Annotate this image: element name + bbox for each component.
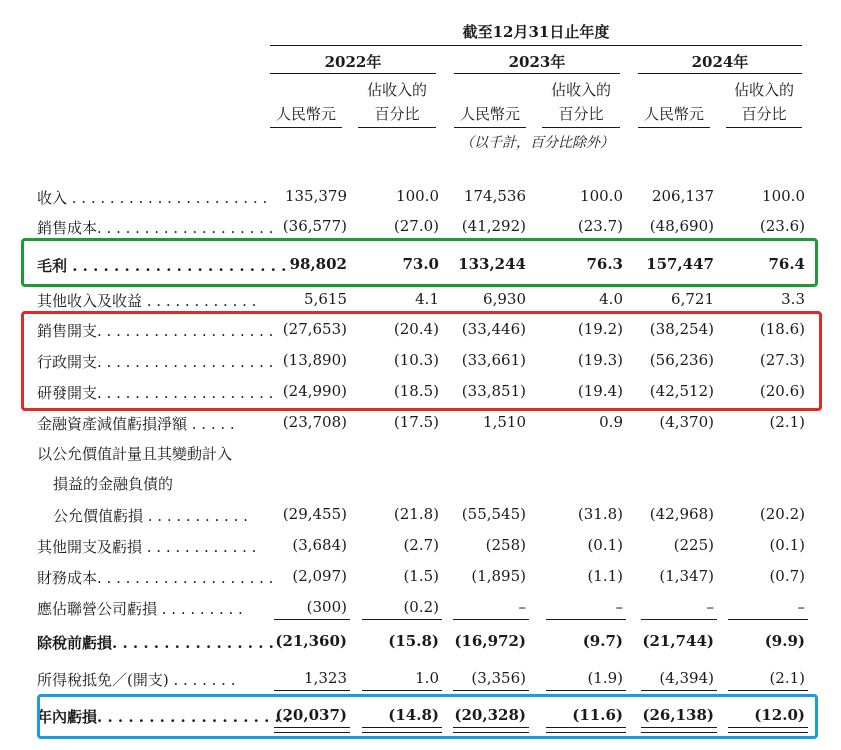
impairment-row: [0, 410, 841, 436]
income-tax-row: [0, 666, 841, 692]
cell-rmb-2023: 6,930: [483, 290, 526, 308]
col-pct-2023-line1: 佔收入的: [550, 81, 611, 99]
cell-rmb-2023: 133,244: [458, 255, 526, 273]
cell-pct-2024: (27.3): [759, 351, 805, 369]
cost-of-sales-row: [0, 214, 841, 240]
cell-pct-2023: (1.1): [587, 567, 623, 585]
year-2024-rule: [638, 73, 802, 74]
year-2022-rule: [270, 73, 436, 74]
cell-pct-2023: –: [615, 598, 623, 616]
cell-rmb-2023: (20,328): [454, 706, 526, 724]
underline: [728, 619, 808, 620]
cell-rmb-2024: (26,138): [642, 706, 714, 724]
col-rule-5: [638, 127, 710, 128]
col-rule-4: [542, 127, 620, 128]
cell-pct-2023: (19.3): [577, 351, 623, 369]
cell-pct-2024: 76.4: [768, 255, 805, 273]
cell-rmb-2024: 157,447: [646, 255, 714, 273]
cell-rmb-2024: (4,370): [659, 413, 714, 431]
cell-pct-2022: (0.2): [403, 598, 439, 616]
col-pct-2024-line1: 佔收入的: [733, 81, 794, 99]
cell-pct-2022: (14.8): [388, 706, 439, 724]
cell-rmb-2022: (23,708): [282, 413, 347, 431]
underline: [546, 619, 626, 620]
cell-pct-2022: 4.1: [415, 290, 439, 308]
cell-rmb-2022: 5,615: [304, 290, 347, 308]
cell-pct-2022: (21.8): [393, 505, 439, 523]
row-label: 除稅前虧損. . . . . . . . . . . . . . . .: [37, 634, 274, 652]
cell-rmb-2023: 174,536: [463, 187, 526, 205]
cell-pct-2023: 0.9: [599, 413, 623, 431]
row-label: 以公允價值計量且其變動計入: [37, 445, 233, 463]
cell-rmb-2022: 1,323: [304, 669, 347, 687]
row-label: 銷售成本. . . . . . . . . . . . . . . . . . .: [37, 219, 274, 237]
cell-pct-2024: (0.1): [769, 536, 805, 554]
underline: [362, 690, 442, 691]
finance-costs-row: [0, 564, 841, 590]
cell-rmb-2023: (33,446): [461, 320, 526, 338]
fv-loss-row: [0, 502, 841, 528]
col-pct-2022-line2: 百分比: [374, 105, 420, 123]
cell-pct-2023: (31.8): [577, 505, 623, 523]
col-rmb-2023: 人民幣元: [459, 105, 520, 123]
loss-before-tax-row: [0, 629, 841, 655]
revenue-row: [0, 184, 841, 210]
cell-rmb-2023: 1,510: [483, 413, 526, 431]
row-label: 毛利 . . . . . . . . . . . . . . . . . . . . .: [37, 257, 287, 275]
cell-rmb-2024: (21,744): [642, 632, 714, 650]
row-label: 損益的金融負債的: [53, 475, 174, 493]
cell-rmb-2022: (13,890): [282, 351, 347, 369]
year-2023-rule: [454, 73, 620, 74]
cell-rmb-2024: 6,721: [671, 290, 714, 308]
row-label: 年內虧損. . . . . . . . . . . . . . . . . . .: [37, 708, 291, 726]
cell-rmb-2022: (24,990): [282, 382, 347, 400]
col-rule-2: [358, 127, 436, 128]
cell-rmb-2024: (1,347): [659, 567, 714, 585]
cell-pct-2024: –: [797, 598, 805, 616]
row-label: 收入 . . . . . . . . . . . . . . . . . . . . .: [37, 189, 268, 207]
cell-rmb-2022: 135,379: [284, 187, 347, 205]
row-label: 研發開支. . . . . . . . . . . . . . . . . . .: [37, 384, 274, 402]
cell-pct-2024: (2.1): [769, 413, 805, 431]
other-income-row: [0, 287, 841, 313]
row-label: 所得稅抵免／(開支) . . . . . . .: [37, 671, 236, 689]
row-label: 行政開支. . . . . . . . . . . . . . . . . . .: [37, 353, 274, 371]
row-label: 金融資產減值虧損淨額 . . . . .: [37, 415, 235, 433]
cell-rmb-2022: 98,802: [289, 255, 347, 273]
cell-rmb-2023: (33,851): [461, 382, 526, 400]
cell-pct-2022: (27.0): [393, 217, 439, 235]
underline: [546, 690, 626, 691]
other-expenses-row: [0, 533, 841, 559]
col-pct-2023-line2: 百分比: [558, 105, 604, 123]
underline: [274, 619, 350, 620]
cell-pct-2024: (9.9): [764, 632, 805, 650]
cell-pct-2023: (11.6): [572, 706, 623, 724]
row-label: 其他開支及虧損 . . . . . . . . . . . .: [37, 538, 257, 556]
cell-rmb-2023: (1,895): [471, 567, 526, 585]
cell-pct-2024: (2.1): [769, 669, 805, 687]
cell-rmb-2023: (258): [485, 536, 526, 554]
col-rmb-2024: 人民幣元: [643, 105, 704, 123]
cell-pct-2023: (19.2): [577, 320, 623, 338]
col-rule-6: [726, 127, 802, 128]
cell-rmb-2022: (21,360): [275, 632, 347, 650]
cell-pct-2024: 3.3: [781, 290, 805, 308]
cell-pct-2023: (0.1): [587, 536, 623, 554]
row-label: 財務成本. . . . . . . . . . . . . . . . . . .: [37, 569, 274, 587]
cell-pct-2024: (20.6): [759, 382, 805, 400]
annual-loss-highlight-box: [37, 694, 818, 739]
col-pct-2022-line1: 佔收入的: [366, 81, 427, 99]
cell-rmb-2022: (20,037): [275, 706, 347, 724]
row-label: 應佔聯營公司虧損 . . . . . . . . .: [37, 600, 243, 618]
cell-rmb-2024: (42,968): [649, 505, 714, 523]
cell-rmb-2023: (41,292): [461, 217, 526, 235]
cell-pct-2022: 100.0: [396, 187, 439, 205]
col-rule-1: [270, 127, 342, 128]
cell-pct-2022: 1.0: [415, 669, 439, 687]
underline: [728, 690, 808, 691]
cell-pct-2022: (1.5): [403, 567, 439, 585]
col-rule-3: [454, 127, 526, 128]
row-label: 其他收入及收益 . . . . . . . . . . . .: [37, 292, 257, 310]
cell-rmb-2023: (55,545): [461, 505, 526, 523]
col-rmb-2022: 人民幣元: [275, 105, 336, 123]
cell-rmb-2023: (33,661): [461, 351, 526, 369]
underline: [453, 690, 529, 691]
cell-rmb-2024: (38,254): [649, 320, 714, 338]
period-header: 截至12月31日止年度: [462, 23, 610, 41]
cell-rmb-2024: (4,394): [659, 669, 714, 687]
cell-rmb-2022: (27,653): [282, 320, 347, 338]
cell-rmb-2023: –: [518, 598, 526, 616]
gross-profit-highlight-box: [21, 238, 818, 287]
year-2022-header: 2022年: [324, 53, 382, 71]
cell-pct-2022: (10.3): [393, 351, 439, 369]
underline: [641, 690, 717, 691]
cell-pct-2023: (9.7): [582, 632, 623, 650]
units-note: （以千計，百分比除外）: [460, 135, 614, 151]
cell-pct-2022: 73.0: [402, 255, 439, 273]
year-2023-header: 2023年: [508, 53, 566, 71]
cell-rmb-2022: (36,577): [282, 217, 347, 235]
cell-pct-2023: (19.4): [577, 382, 623, 400]
cell-pct-2022: (18.5): [393, 382, 439, 400]
underline: [362, 619, 442, 620]
fv-label-line1-row: [0, 440, 841, 466]
cell-rmb-2023: (3,356): [471, 669, 526, 687]
cell-rmb-2024: (225): [673, 536, 714, 554]
cell-pct-2022: (15.8): [388, 632, 439, 650]
underline: [274, 690, 350, 691]
cell-pct-2024: (12.0): [754, 706, 805, 724]
expenses-highlight-box: [21, 311, 822, 411]
cell-pct-2024: 100.0: [762, 187, 805, 205]
row-label: 公允價值虧損 . . . . . . . . . . .: [53, 507, 248, 525]
cell-pct-2023: 4.0: [599, 290, 623, 308]
cell-pct-2024: (18.6): [759, 320, 805, 338]
underline: [641, 619, 717, 620]
cell-pct-2024: (23.6): [759, 217, 805, 235]
cell-pct-2022: (2.7): [403, 536, 439, 554]
cell-rmb-2024: 206,137: [651, 187, 714, 205]
cell-pct-2023: (1.9): [587, 669, 623, 687]
cell-pct-2023: 76.3: [586, 255, 623, 273]
cell-pct-2023: (23.7): [577, 217, 623, 235]
cell-pct-2024: (20.2): [759, 505, 805, 523]
cell-rmb-2022: (3,684): [292, 536, 347, 554]
cell-rmb-2022: (300): [306, 598, 347, 616]
cell-rmb-2024: (56,236): [649, 351, 714, 369]
cell-pct-2024: (0.7): [769, 567, 805, 585]
cell-rmb-2024: (42,512): [649, 382, 714, 400]
cell-pct-2022: (17.5): [393, 413, 439, 431]
underline: [453, 619, 529, 620]
cell-rmb-2023: (16,972): [454, 632, 526, 650]
cell-rmb-2022: (29,455): [282, 505, 347, 523]
cell-rmb-2022: (2,097): [292, 567, 347, 585]
cell-rmb-2024: –: [706, 598, 714, 616]
period-rule: [270, 45, 802, 46]
row-label: 銷售開支. . . . . . . . . . . . . . . . . . .: [37, 322, 274, 340]
cell-pct-2023: 100.0: [580, 187, 623, 205]
cell-rmb-2024: (48,690): [649, 217, 714, 235]
cell-pct-2022: (20.4): [393, 320, 439, 338]
col-pct-2024-line2: 百分比: [741, 105, 787, 123]
year-2024-header: 2024年: [691, 53, 749, 71]
fv-label-line2-row: [0, 470, 841, 496]
associate-loss-row: [0, 595, 841, 621]
